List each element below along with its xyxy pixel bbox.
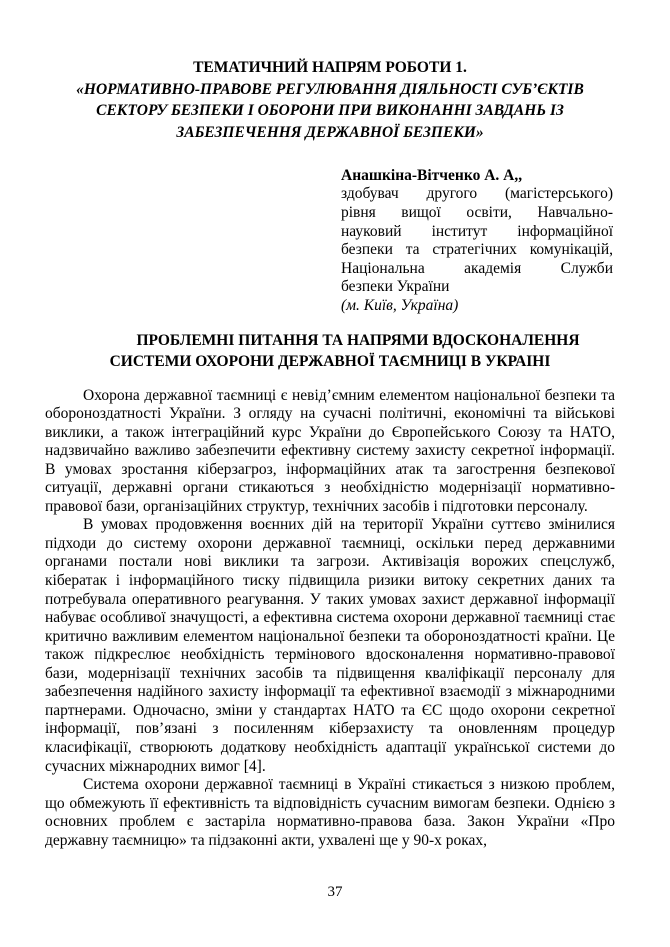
author-block xyxy=(341,167,613,316)
topic-heading-line: ТЕМАТИЧНИЙ НАПРЯМ РОБОТИ 1. xyxy=(193,59,467,76)
author-affiliation-line: здобувач другого (магістерського) xyxy=(341,185,613,203)
topic-quote-line: «НОРМАТИВНО-ПРАВОВЕ РЕГУЛЮВАННЯ ДІЯЛЬНОСТІ СУБ’ЄКТІВ xyxy=(76,80,584,98)
article-title xyxy=(45,330,615,373)
body-paragraph: Система охорони державної таємниці в Україні стикається з низкою проблем, що обмежують її ефективність та відповідність сучасним вимогам безпеки. Однією з основних проблем є застаріла нормативно-правова база. Закон України «Про державну таємницю» та підзаконні акти, ухвалені ще у 90-х роках, xyxy=(45,776,615,849)
article-title-line: СИСТЕМИ ОХОРОНИ ДЕРЖАВНОЇ ТАЄМНИЦІ В УКРАІНІ xyxy=(109,353,551,371)
body-paragraph: В умовах продовження воєнних дій на території України суттєво змінилися підходи до систему охорони державної таємниці, оскільки перед державними органами постали нові виклики та загрози. Активізація ворожих спецслужб, кібератак і інформаційного тиску підвищила ризики витоку секретних даних та потребувала оперативного реагування. У таких умовах захист державної інформації набуває особливої значущості, а ефективна система охорони державної таємниці стає критично важливим елементом національної безпеки та обороноздатності країни. Це також підкреслює необхідність термінового вдосконалення нормативно-правової бази, модернізації технічних засобів та підвищення кваліфікації персоналу для забезпечення надійного захисту інформації та ефективної взаємодії з міжнародними партнерами. Одночасно, зміни у стандартах НАТО та ЄС щодо охорони секретної інформації, пов’язані з посиленням кіберзахисту та оновленням процедур класифікації, створюють додаткову необхідність адаптації української системи до сучасних міжнародних вимог [4]. xyxy=(45,516,615,775)
body-paragraph: Охорона державної таємниці є невід’ємним елементом національної безпеки та обороноздатності України. З огляду на сучасні політичні, економічні та військові виклики, а також інтеграційний курс України до Європейського Союзу та НАТО, надзвичайно важливо забезпечити ефективну систему захисту секретної інформації. В умовах зростання кіберзагроз, інформаційних атак та загострення безпекової ситуації, державні органи стикаються з необхідністю модернізації нормативно-правової бази, організаційних структур, технічних засобів і підготовки персоналу. xyxy=(45,386,615,515)
author-affiliation-line: науковий інститут інформаційної xyxy=(341,222,613,240)
article-body xyxy=(45,387,615,851)
author-affiliation-line: Національна академія Служби xyxy=(341,259,613,277)
page-number: 37 xyxy=(327,884,343,900)
author-location: (м. Київ, Україна) xyxy=(341,296,459,314)
author-affiliation-line: безпеки України xyxy=(341,278,450,296)
topic-quote-line: ЗАБЕЗПЕЧЕННЯ ДЕРЖАВНОЇ БЕЗПЕКИ» xyxy=(176,124,484,142)
author-affiliation-line: безпеки та стратегічних комунікацій, xyxy=(341,241,613,259)
article-title-line: ПРОБЛЕМНІ ПИТАННЯ ТА НАПРЯМИ ВДОСКОНАЛЕННЯ xyxy=(136,331,580,349)
topic-heading xyxy=(45,57,615,144)
author-affiliation-line: рівня вищої освіти, Навчально- xyxy=(341,204,613,221)
topic-quote-line: СЕКТОРУ БЕЗПЕКИ І ОБОРОНИ ПРИ ВИКОНАННІ ЗАВДАНЬ ІЗ xyxy=(96,102,564,120)
author-name: Анашкіна-Вітченко А. А,, xyxy=(341,166,523,184)
